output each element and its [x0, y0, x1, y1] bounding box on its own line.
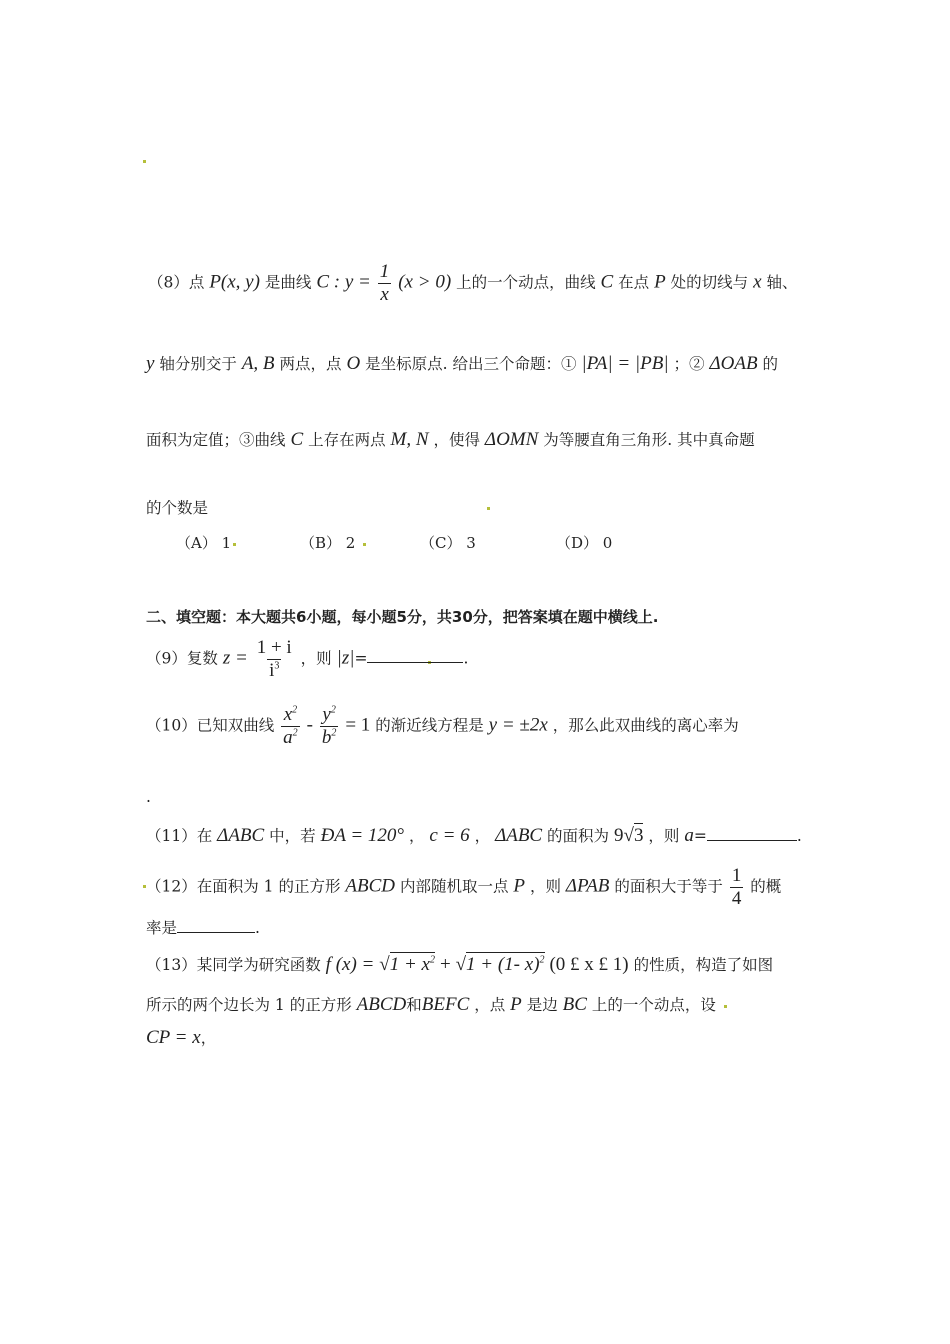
artifact-dot [143, 160, 146, 163]
math: ΔOAB [709, 353, 758, 374]
fraction-x2-a2: $\frac{x^2}{a^2}$ [283, 704, 298, 748]
math: ABCD [356, 994, 407, 1015]
fraction-y2-b2: $\frac{y^2}{b^2}$ [321, 704, 337, 748]
q10-end: . [146, 788, 151, 806]
q8-line1 [148, 262, 798, 305]
text: ，点 [474, 996, 506, 1014]
artifact-dot [233, 543, 236, 546]
text: 是边 [526, 996, 558, 1014]
math: = 1 [345, 714, 371, 736]
math: 1 + (1- x) [466, 954, 540, 975]
q8-line3 [146, 428, 755, 451]
math: y [146, 353, 155, 374]
text: 内部随机取一点 [399, 877, 509, 896]
text: 和 [406, 996, 422, 1014]
math: + [439, 954, 451, 975]
math: C [600, 271, 614, 293]
numerator: 1 [379, 261, 390, 282]
math: x [283, 704, 293, 725]
math: f (x) = [325, 954, 375, 975]
math: BC [562, 994, 587, 1015]
text: 两点，点 [279, 355, 342, 373]
math: C [290, 429, 304, 450]
text: 在点 [618, 273, 650, 292]
q12-line2 [146, 916, 260, 938]
option-a: （A） 1 [176, 534, 232, 552]
math: y = ±2x [488, 714, 548, 736]
math: ABCD [345, 875, 395, 897]
fraction [255, 638, 294, 681]
text: ；② [673, 355, 705, 373]
text: 上的一个动点，曲线 [456, 273, 596, 292]
math: P [513, 875, 525, 897]
artifact-dot [724, 1005, 727, 1008]
text: 的 [762, 355, 779, 373]
text: 的渐近线方程是 [375, 716, 484, 735]
option-b: （B） 2 [300, 534, 356, 552]
math: P [510, 994, 522, 1015]
root1: $1 + x^2$ [389, 954, 435, 975]
answer-blank[interactable] [707, 840, 797, 841]
text: 的面积为 [547, 827, 610, 845]
denominator: 4 [731, 887, 742, 909]
text: （11）在 [146, 827, 213, 845]
option-d: （D） 0 [556, 534, 613, 552]
text: . [796, 827, 802, 845]
q8-line4 [146, 496, 208, 518]
text: 轴分别交于 [159, 355, 237, 373]
math: y [322, 704, 331, 725]
math: 9 [614, 825, 624, 846]
math: c = 6 [429, 825, 470, 846]
text: 的个数是 [146, 499, 209, 517]
answer-blank[interactable] [367, 662, 463, 663]
math: i [269, 659, 275, 681]
artifact-dot [363, 543, 366, 546]
text: ，则 [529, 877, 561, 896]
point-p: P(x, y) [209, 271, 260, 293]
fraction [730, 866, 744, 909]
q13-line2 [146, 993, 716, 1016]
text: 的性质，构造了如图 [633, 956, 774, 974]
text: 为等腰直角三角形. 其中真命题 [543, 431, 755, 449]
q9 [146, 638, 468, 681]
text: 的概 [750, 877, 782, 896]
text: ， [474, 827, 491, 845]
text: 是坐标原点. 给出三个命题：① [365, 355, 577, 373]
math: ΔPAB [565, 875, 610, 897]
math: z = [222, 647, 248, 669]
text: 上存在两点 [308, 431, 386, 449]
text: 率是 [146, 919, 178, 937]
math: M, N [390, 429, 429, 450]
text: . [255, 919, 260, 937]
text: ，使得 [433, 431, 480, 449]
math: a [283, 726, 293, 748]
q13-line3 [146, 1026, 216, 1049]
math: O [346, 353, 361, 374]
math: BEFC [421, 994, 470, 1015]
math: CP = x [146, 1027, 201, 1048]
math: - [306, 714, 313, 736]
math: a [684, 825, 694, 846]
q8-line2 [146, 352, 778, 375]
text: 是曲线 [264, 273, 312, 292]
text: 所示的两个边长为 1 的正方形 [146, 996, 352, 1014]
math: ÐA = 120° [320, 825, 405, 846]
math: ΔABC [495, 825, 543, 846]
q12 [146, 866, 781, 909]
option-c: （C） 3 [420, 534, 476, 552]
q10 [146, 705, 739, 748]
math: (0 £ x £ 1) [549, 954, 629, 975]
text: 的面积大于等于 [614, 877, 723, 896]
curve-c: C : y = [316, 271, 371, 293]
text: = [693, 827, 707, 845]
text: （13）某同学为研究函数 [146, 956, 321, 974]
text: ，则 [300, 649, 332, 668]
sqrt-sign: √ [623, 825, 634, 846]
text: （9）复数 [146, 649, 218, 668]
math: 3 [633, 825, 644, 846]
root2: 1 + (1- x)$^2$ [466, 954, 545, 975]
denominator [267, 659, 281, 681]
math: b [321, 726, 332, 748]
text: 上的一个动点，设 [591, 996, 716, 1014]
math: 1 + x [389, 954, 430, 975]
text: = [354, 649, 368, 668]
math: |z| [336, 647, 355, 669]
q11 [146, 823, 802, 847]
text: 处的切线与 [670, 273, 749, 292]
math: |PA| = |PB| [581, 353, 669, 374]
condition: (x > 0) [398, 271, 452, 293]
math: 3 [274, 660, 280, 672]
text: 轴、 [766, 273, 798, 292]
denominator: x [380, 283, 389, 305]
q8-number: （8）点 [148, 273, 205, 292]
fraction [378, 262, 392, 305]
math: ΔOMN [484, 429, 539, 450]
answer-blank[interactable] [177, 932, 255, 933]
q13-line1 [146, 952, 773, 976]
math: ΔABC [217, 825, 265, 846]
artifact-dot [487, 507, 490, 510]
math: x [753, 271, 762, 293]
text: 面积为定值；③曲线 [146, 431, 286, 449]
text: ， [200, 1029, 217, 1047]
section-heading: 二、填空题：本大题共6小题，每小题5分，共30分，把答案填在题中横线上. [146, 608, 659, 626]
numerator: 1 [731, 865, 742, 886]
text: . [463, 649, 469, 668]
math: P [654, 271, 666, 293]
text: 中，若 [269, 827, 316, 845]
sqrt-sign: √ [455, 954, 467, 975]
text: （12）在面积为 1 的正方形 [146, 877, 341, 896]
text: ， [408, 827, 425, 845]
text: （10）已知双曲线 [146, 716, 275, 735]
numerator: 1 + i [256, 637, 292, 658]
sqrt-sign: √ [379, 954, 390, 975]
math: A, B [241, 353, 275, 374]
text: ，那么此双曲线的离心率为 [552, 716, 739, 735]
text: ，则 [648, 827, 680, 845]
